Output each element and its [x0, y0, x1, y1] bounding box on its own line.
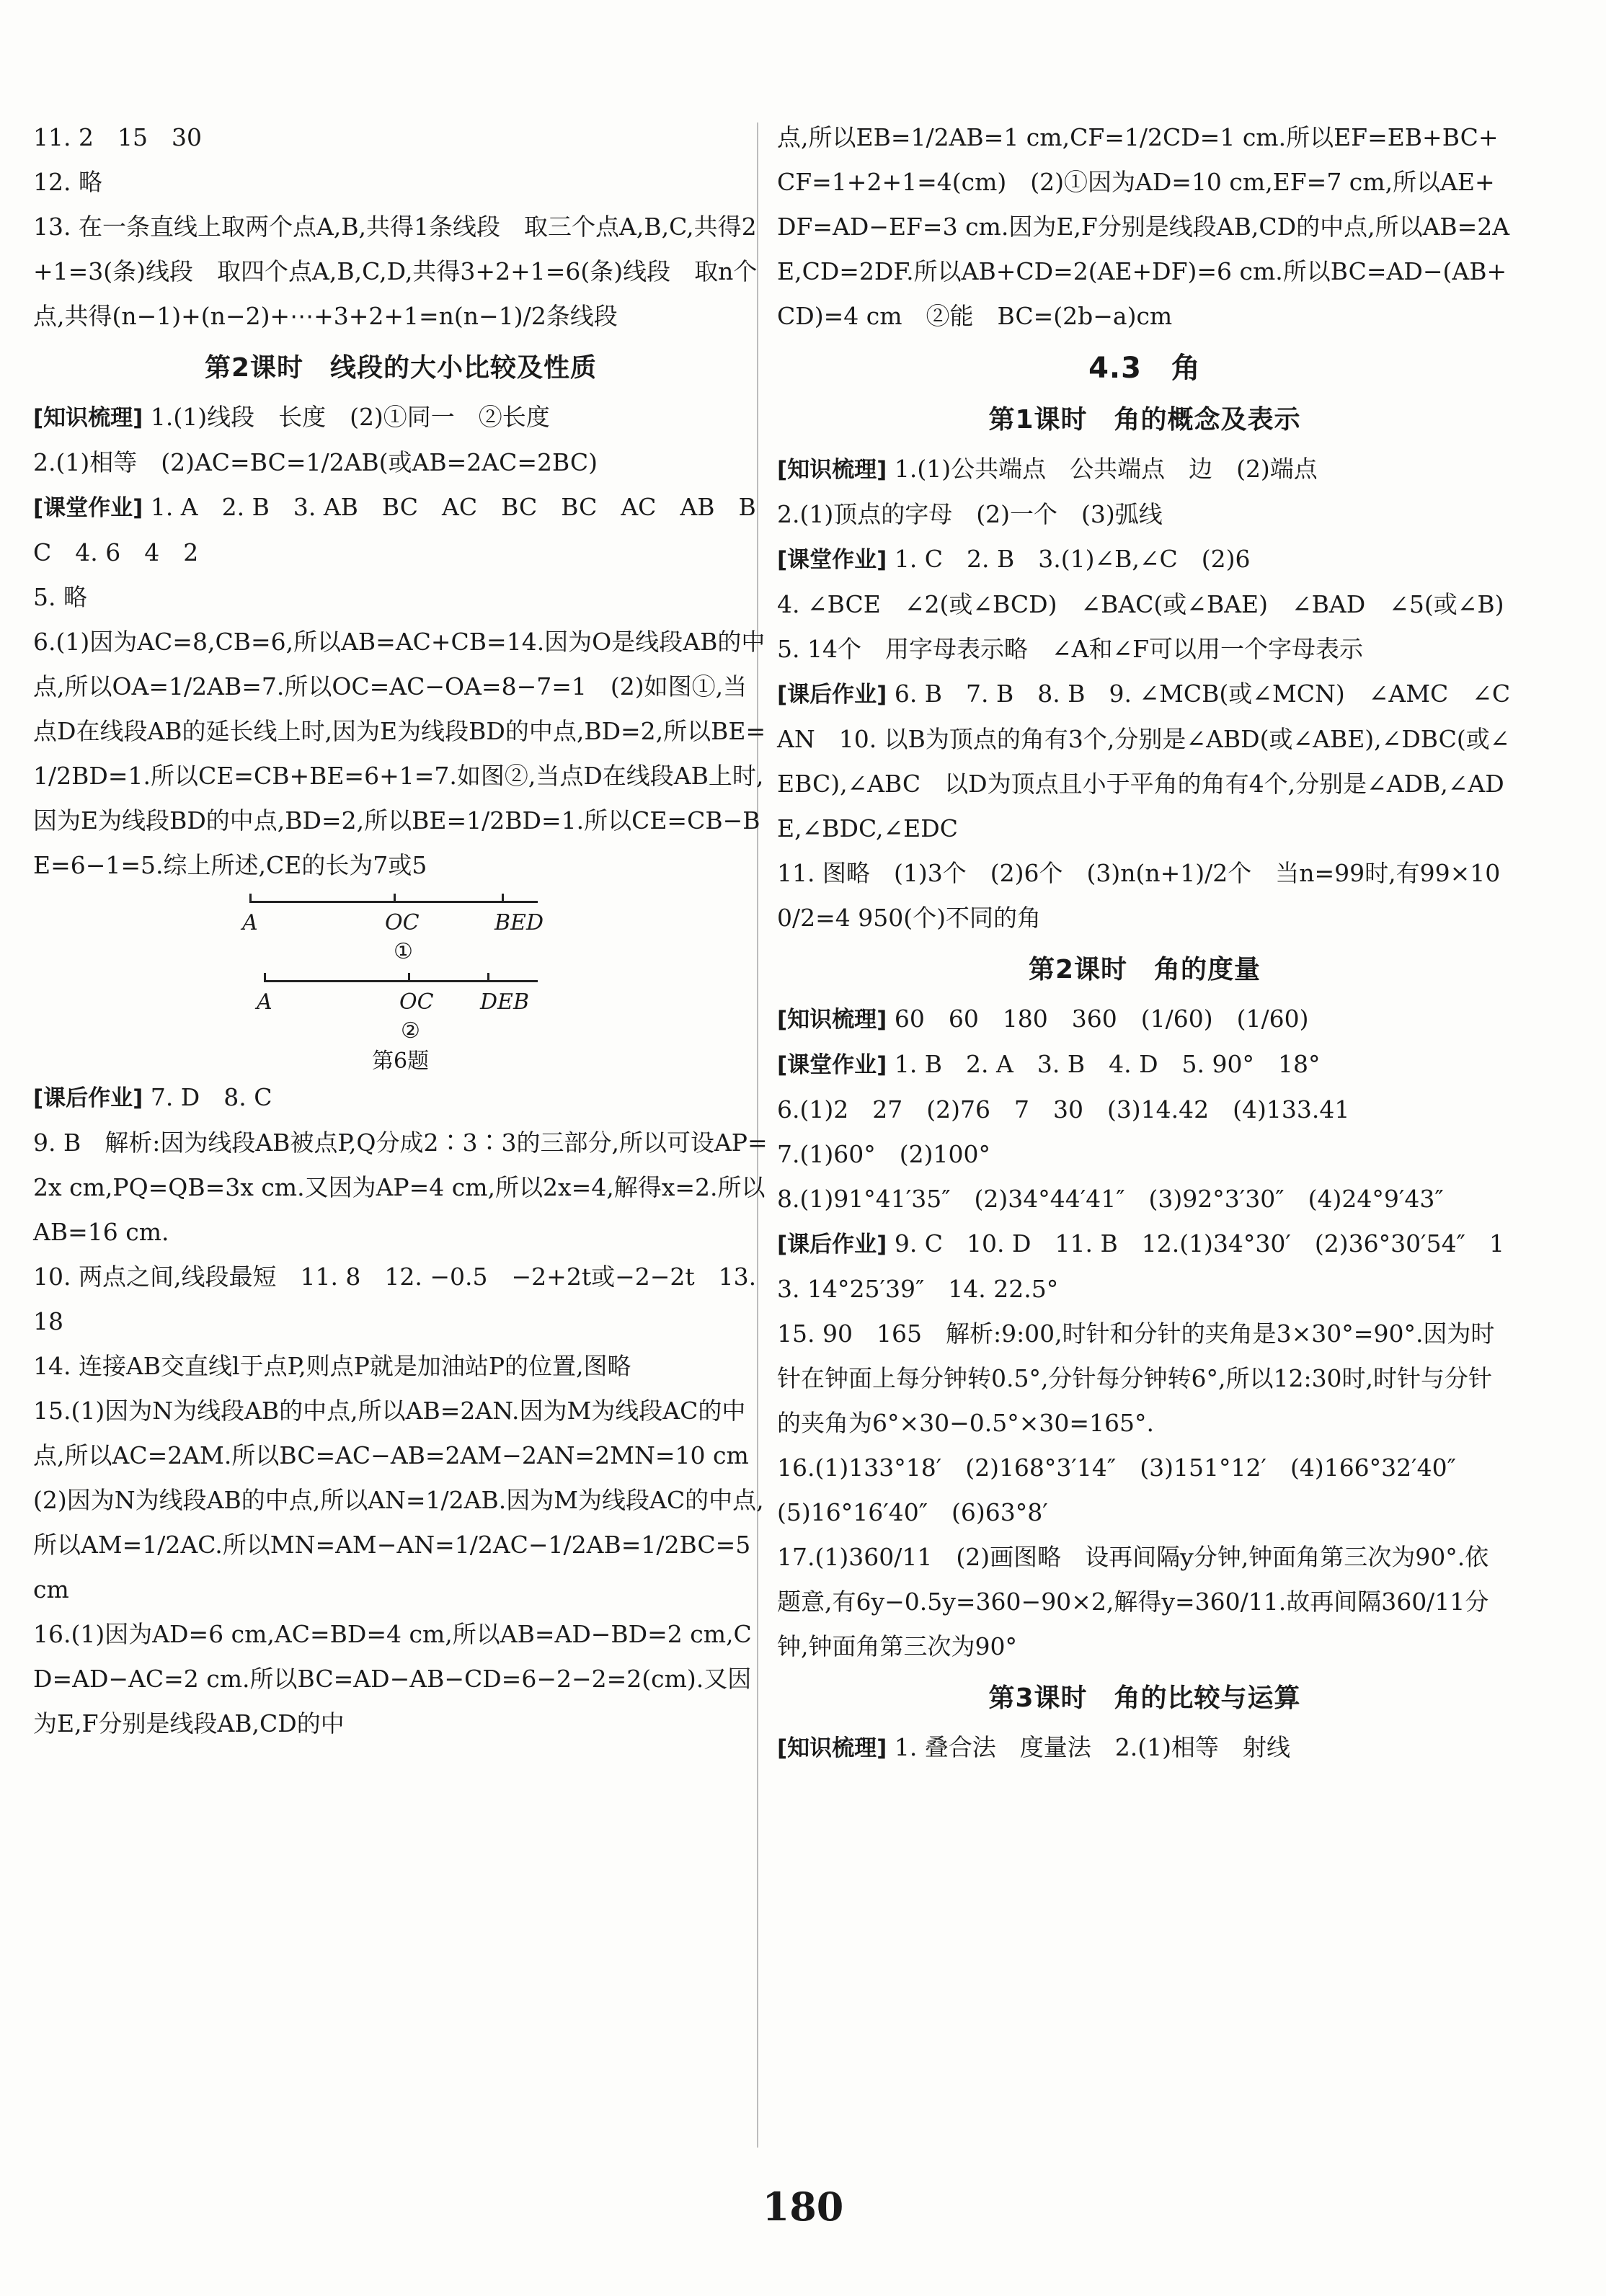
answer-11: 11. 2 15 30: [33, 123, 202, 151]
section-heading: 第1课时 角的概念及表示: [988, 405, 1301, 435]
figure-label: ①: [394, 939, 413, 964]
answer-11: 11. 图略 (1)3个 (2)6个 (3)n(n+1)/2个 当n=99时,有99×100/2=4 950(个)不同的角: [777, 859, 1501, 932]
section-tag: [知识梳理]: [777, 457, 887, 483]
section-tag: [课后作业]: [777, 682, 887, 708]
section-tag: [课后作业]: [777, 1232, 887, 1258]
classwork: [课堂作业] 1. B 2. A 3. B 4. D 5. 90° 18°: [777, 1050, 1321, 1078]
point-label: OC: [399, 989, 434, 1015]
homework: [课后作业] 9. C 10. D 11. B 12.(1)34°30′ (2)36°30′54″ 13. 14°25′39″ 14. 22.5°: [777, 1229, 1504, 1303]
figure-label: ②: [401, 1018, 420, 1044]
answer-16-cont: 点,所以EB=1/2AB=1 cm,CF=1/2CD=1 cm.所以EF=EB+BC+CF=1+2+1=4(cm) (2)①因为AD=10 cm,EF=7 cm,所以AE+DF=AD−EF=3 cm.因为E,F分别是线段AB,CD的中点,所以AB=2AE,CD=2DF.所以AB+CD=2(AE+DF)=6 cm.所以BC=AD−(AB+CD)=4 cm ②能 BC=(2b−a)cm: [777, 123, 1510, 330]
answer-16: 16.(1)133°18′ (2)168°3′14″ (3)151°12′ (4)166°32′40″ (5)16°16′40″ (6)63°8′: [777, 1454, 1480, 1526]
answer-16: 16.(1)因为AD=6 cm,AC=BD=4 cm,所以AB=AD−BD=2 cm,CD=AD−AC=2 cm.所以BC=AD−AB−CD=6−2−2=2(cm).又因为E,F分别是线段AB,CD的中: [33, 1620, 752, 1737]
answer-7: 7.(1)60° (2)100°: [777, 1140, 990, 1168]
answer-12: 12. 略: [33, 168, 102, 196]
section-heading: 第2课时 线段的大小比较及性质: [204, 353, 598, 383]
chapter-heading: 4.3 角: [1088, 352, 1201, 385]
answer-5: 5. 14个 用字母表示略 ∠A和∠F可以用一个字母表示: [777, 635, 1363, 663]
section-tag: [课堂作业]: [777, 547, 887, 573]
answer-6: 6.(1)因为AC=8,CB=6,所以AB=AC+CB=14.因为O是线段AB的中点,所以OA=1/2AB=7.所以OC=AC−OA=8−7=1 (2)如图①,当点D在线段AB的延长线上时,因为E为线段BD的中点,BD=2,所以BE=1/2BD=1.所以CE=CB+BE=6+1=7.如图②,当点D在线段AB上时,因为E为线段BD的中点,BD=2,所以BE=1/2BD=1.所以CE=CB−BE=6−1=5.综上所述,CE的长为7或5: [33, 628, 766, 879]
homework: [课后作业] 6. B 7. B 8. B 9. ∠MCB(或∠MCN) ∠AMC ∠CAN 10. 以B为顶点的角有3个,分别是∠ABD(或∠ABE),∠DBC(或∠EBC),∠ABC 以D为顶点且小于平角的角有4个,分别是∠ADB,∠ADE,∠BDC,∠EDC: [777, 680, 1511, 842]
section-tag: [课后作业]: [33, 1085, 143, 1111]
section-tag: [知识梳理]: [777, 1735, 887, 1761]
answer-17: 17.(1)360/11 (2)画图略 设再间隔y分钟,钟面角第三次为90°.依题意,有6y−0.5y=360−90×2,解得y=360/11.故再间隔360/11分钟,钟面角第三次为90°: [777, 1543, 1489, 1660]
answer-4: 4. ∠BCE ∠2(或∠BCD) ∠BAC(或∠BAE) ∠BAD ∠5(或∠B): [777, 590, 1504, 618]
section-tag: [课堂作业]: [777, 1052, 887, 1078]
point-label: A: [242, 910, 258, 935]
knowledge-review: [知识梳理] 1. 叠合法 度量法 2.(1)相等 射线: [777, 1733, 1291, 1761]
knowledge-review-2: 2.(1)顶点的字母 (2)一个 (3)弧线: [777, 500, 1163, 528]
right-column: [777, 115, 1512, 1771]
knowledge-review: [知识梳理] 1.(1)公共端点 公共端点 边 (2)端点: [777, 455, 1318, 483]
answer-15: 15.(1)因为N为线段AB的中点,所以AB=2AN.因为M为线段AC的中点,所以AC=2AM.所以BC=AC−AB=2AM−2AN=2MN=10 cm (2)因为N为线段AB的中点,所以AN=1/2AB.因为M为线段AC的中点,所以AM=1/2AC.所以MN=AM−AN=1/2AC−1/2AB=1/2BC=5 cm: [33, 1397, 773, 1603]
answer-14: 14. 连接AB交直线l于点P,则点P就是加油站P的位置,图略: [33, 1352, 631, 1380]
knowledge-review-2: 2.(1)相等 (2)AC=BC=1/2AB(或AB=2AC=2BC): [33, 448, 598, 476]
answer-13: 13. 在一条直线上取两个点A,B,共得1条线段 取三个点A,B,C,共得2+1=3(条)线段 取四个点A,B,C,D,共得3+2+1=6(条)线段 取n个点,共得(n−1)+(n−2)+⋯+3+2+1=n(n−1)/2条线段: [33, 213, 758, 330]
answer-10-13: 10. 两点之间,线段最短 11. 8 12. −0.5 −2+2t或−2−2t 13. 18: [33, 1263, 757, 1335]
answer-15: 15. 90 165 解析:9:00,时针和分针的夹角是3×30°=90°.因为时针在钟面上每分钟转0.5°,分针每分钟转6°,所以12:30时,时针与分针的夹角为6°×30−0.5°×30=165°.: [777, 1320, 1495, 1437]
section-heading: 第3课时 角的比较与运算: [988, 1683, 1301, 1713]
figure-caption: 第6题: [372, 1049, 430, 1074]
answer-9: 9. B 解析:因为线段AB被点P,Q分成2∶3∶3的三部分,所以可设AP=2x cm,PQ=QB=3x cm.又因为AP=4 cm,所以2x=4,解得x=2.所以AB=16 cm.: [33, 1129, 768, 1246]
page-number: 180: [762, 2184, 844, 2230]
section-tag: [知识梳理]: [777, 1007, 887, 1033]
section-tag: [知识梳理]: [33, 405, 143, 431]
knowledge-review: [知识梳理] 1.(1)线段 长度 (2)①同一 ②长度: [33, 403, 550, 431]
answer-6: 6.(1)2 27 (2)76 7 30 (3)14.42 (4)133.41: [777, 1095, 1350, 1123]
section-heading: 第2课时 角的度量: [1028, 955, 1261, 984]
knowledge-review: [知识梳理] 60 60 180 360 (1/60) (1/60): [777, 1005, 1309, 1033]
point-label: OC: [385, 910, 420, 935]
figure-q6: [33, 888, 768, 1075]
left-column: [33, 115, 773, 1746]
answer-5: 5. 略: [33, 583, 87, 611]
section-tag: [课堂作业]: [33, 495, 143, 521]
answer-8: 8.(1)91°41′35″ (2)34°44′41″ (3)92°3′30″ (4)24°9′43″: [777, 1185, 1444, 1213]
point-label: BED: [494, 910, 544, 935]
point-label: DEB: [480, 989, 529, 1015]
homework: [课后作业] 7. D 8. C: [33, 1083, 272, 1111]
classwork: [课堂作业] 1. C 2. B 3.(1)∠B,∠C (2)6: [777, 545, 1251, 573]
point-label: A: [257, 989, 272, 1015]
classwork: [课堂作业] 1. A 2. B 3. AB BC AC BC BC AC AB BC 4. 6 4 2: [33, 493, 756, 566]
